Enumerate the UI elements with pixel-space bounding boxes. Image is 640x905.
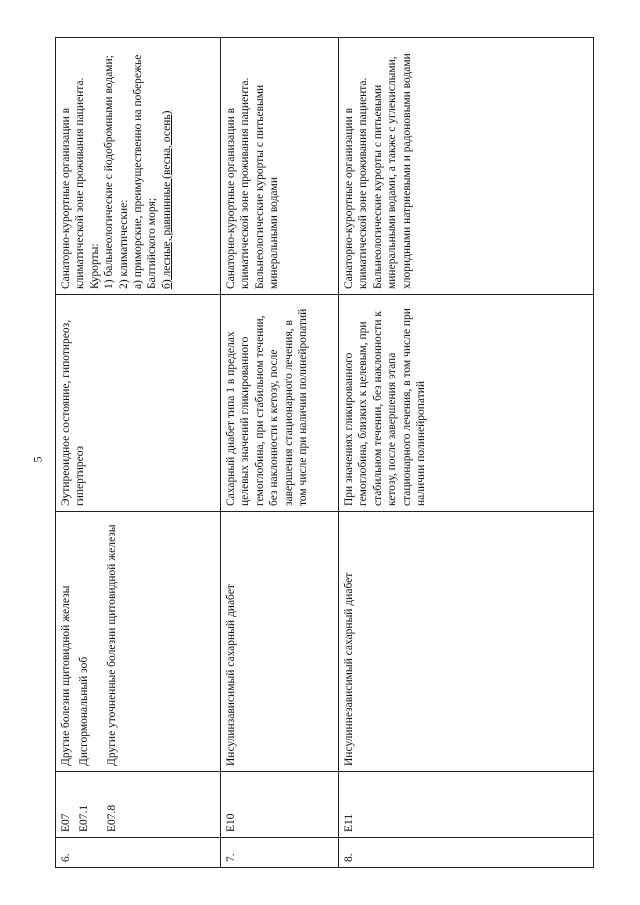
icd-code: E07.8: [106, 804, 118, 832]
icd-code: E10: [225, 813, 237, 832]
resort-line: а) приморские, преимущественно на побережье Балтийского моря;: [131, 54, 159, 289]
table-row: [56, 38, 221, 868]
condition-cell: При значениях гликированного гемоглобина, близких к целевым, при стабильном течении, без наклонности к кетозу, после завершения этапа стационарного лечения, в том числе при наличии полинейропатий: [339, 295, 594, 512]
condition-cell: Сахарный диабет типа 1 в пределах целевых значений гликированного гемоглобина, при стабильном течении, без наклонности к кетозу, после завершения стационарного лечения, в том числе при наличии полинейропатий: [221, 295, 339, 512]
disease-name: Другие болезни щитовидной железы: [60, 585, 72, 766]
resorts-cell: [56, 38, 221, 295]
icd-code: E07.1: [78, 804, 90, 832]
icd-codes-cell: [56, 772, 221, 838]
row-number: 6.: [56, 838, 221, 868]
icd-codes-cell: [339, 772, 594, 838]
resort-line: Бальнеологические курорты с питьевыми минеральными водами, а также с углекислыми, хлоридными натриевыми и радоновыми водами: [371, 53, 413, 289]
resorts-cell: [221, 38, 339, 295]
rotated-table-container: [55, 38, 593, 868]
disease-name: Инсулиннезависимый сахарный диабет: [343, 572, 355, 766]
resorts-cell: [339, 38, 594, 295]
disease-name: Другие уточненные болезни щитовидной железы: [106, 524, 118, 766]
disease-name: Дисгормональный зоб: [78, 656, 90, 766]
disease-cell: [56, 512, 221, 772]
icd-codes-cell: [221, 772, 339, 838]
resort-line: б) лесные, равнинные (весна, осень): [160, 110, 173, 289]
condition-cell: Эутиреоидное состояние, гипотиреоз, гипертиреоз: [56, 295, 221, 512]
resort-line: Бальнеологические курорты с питьевыми минеральными водами: [253, 84, 281, 289]
table-row: [221, 38, 339, 868]
resort-line: Санаторно-курортные организации в климатической зоне проживания пациента.: [60, 77, 87, 289]
row-number: 7.: [221, 838, 339, 868]
icd-code: E07: [60, 813, 72, 832]
disease-cell: [339, 512, 594, 772]
row-number: 8.: [339, 838, 594, 868]
treatment-table: [55, 37, 594, 868]
disease-cell: [221, 512, 339, 772]
resort-line: 2) климатические:: [117, 199, 130, 289]
resort-line: Санаторно-курортные организации в климатической зоне проживания пациента.: [225, 77, 252, 289]
resort-line: Курорты:: [88, 243, 101, 289]
table-row: [339, 38, 594, 868]
disease-name: Инсулинзависимый сахарный диабет: [225, 584, 237, 766]
icd-code: E11: [343, 813, 355, 832]
resort-line: Санаторно-курортные организации в климатической зоне проживания пациента.: [343, 77, 370, 289]
page-number: 5: [30, 456, 45, 463]
resort-line: 1) бальнеологические с йодобромными водами;: [103, 55, 116, 289]
